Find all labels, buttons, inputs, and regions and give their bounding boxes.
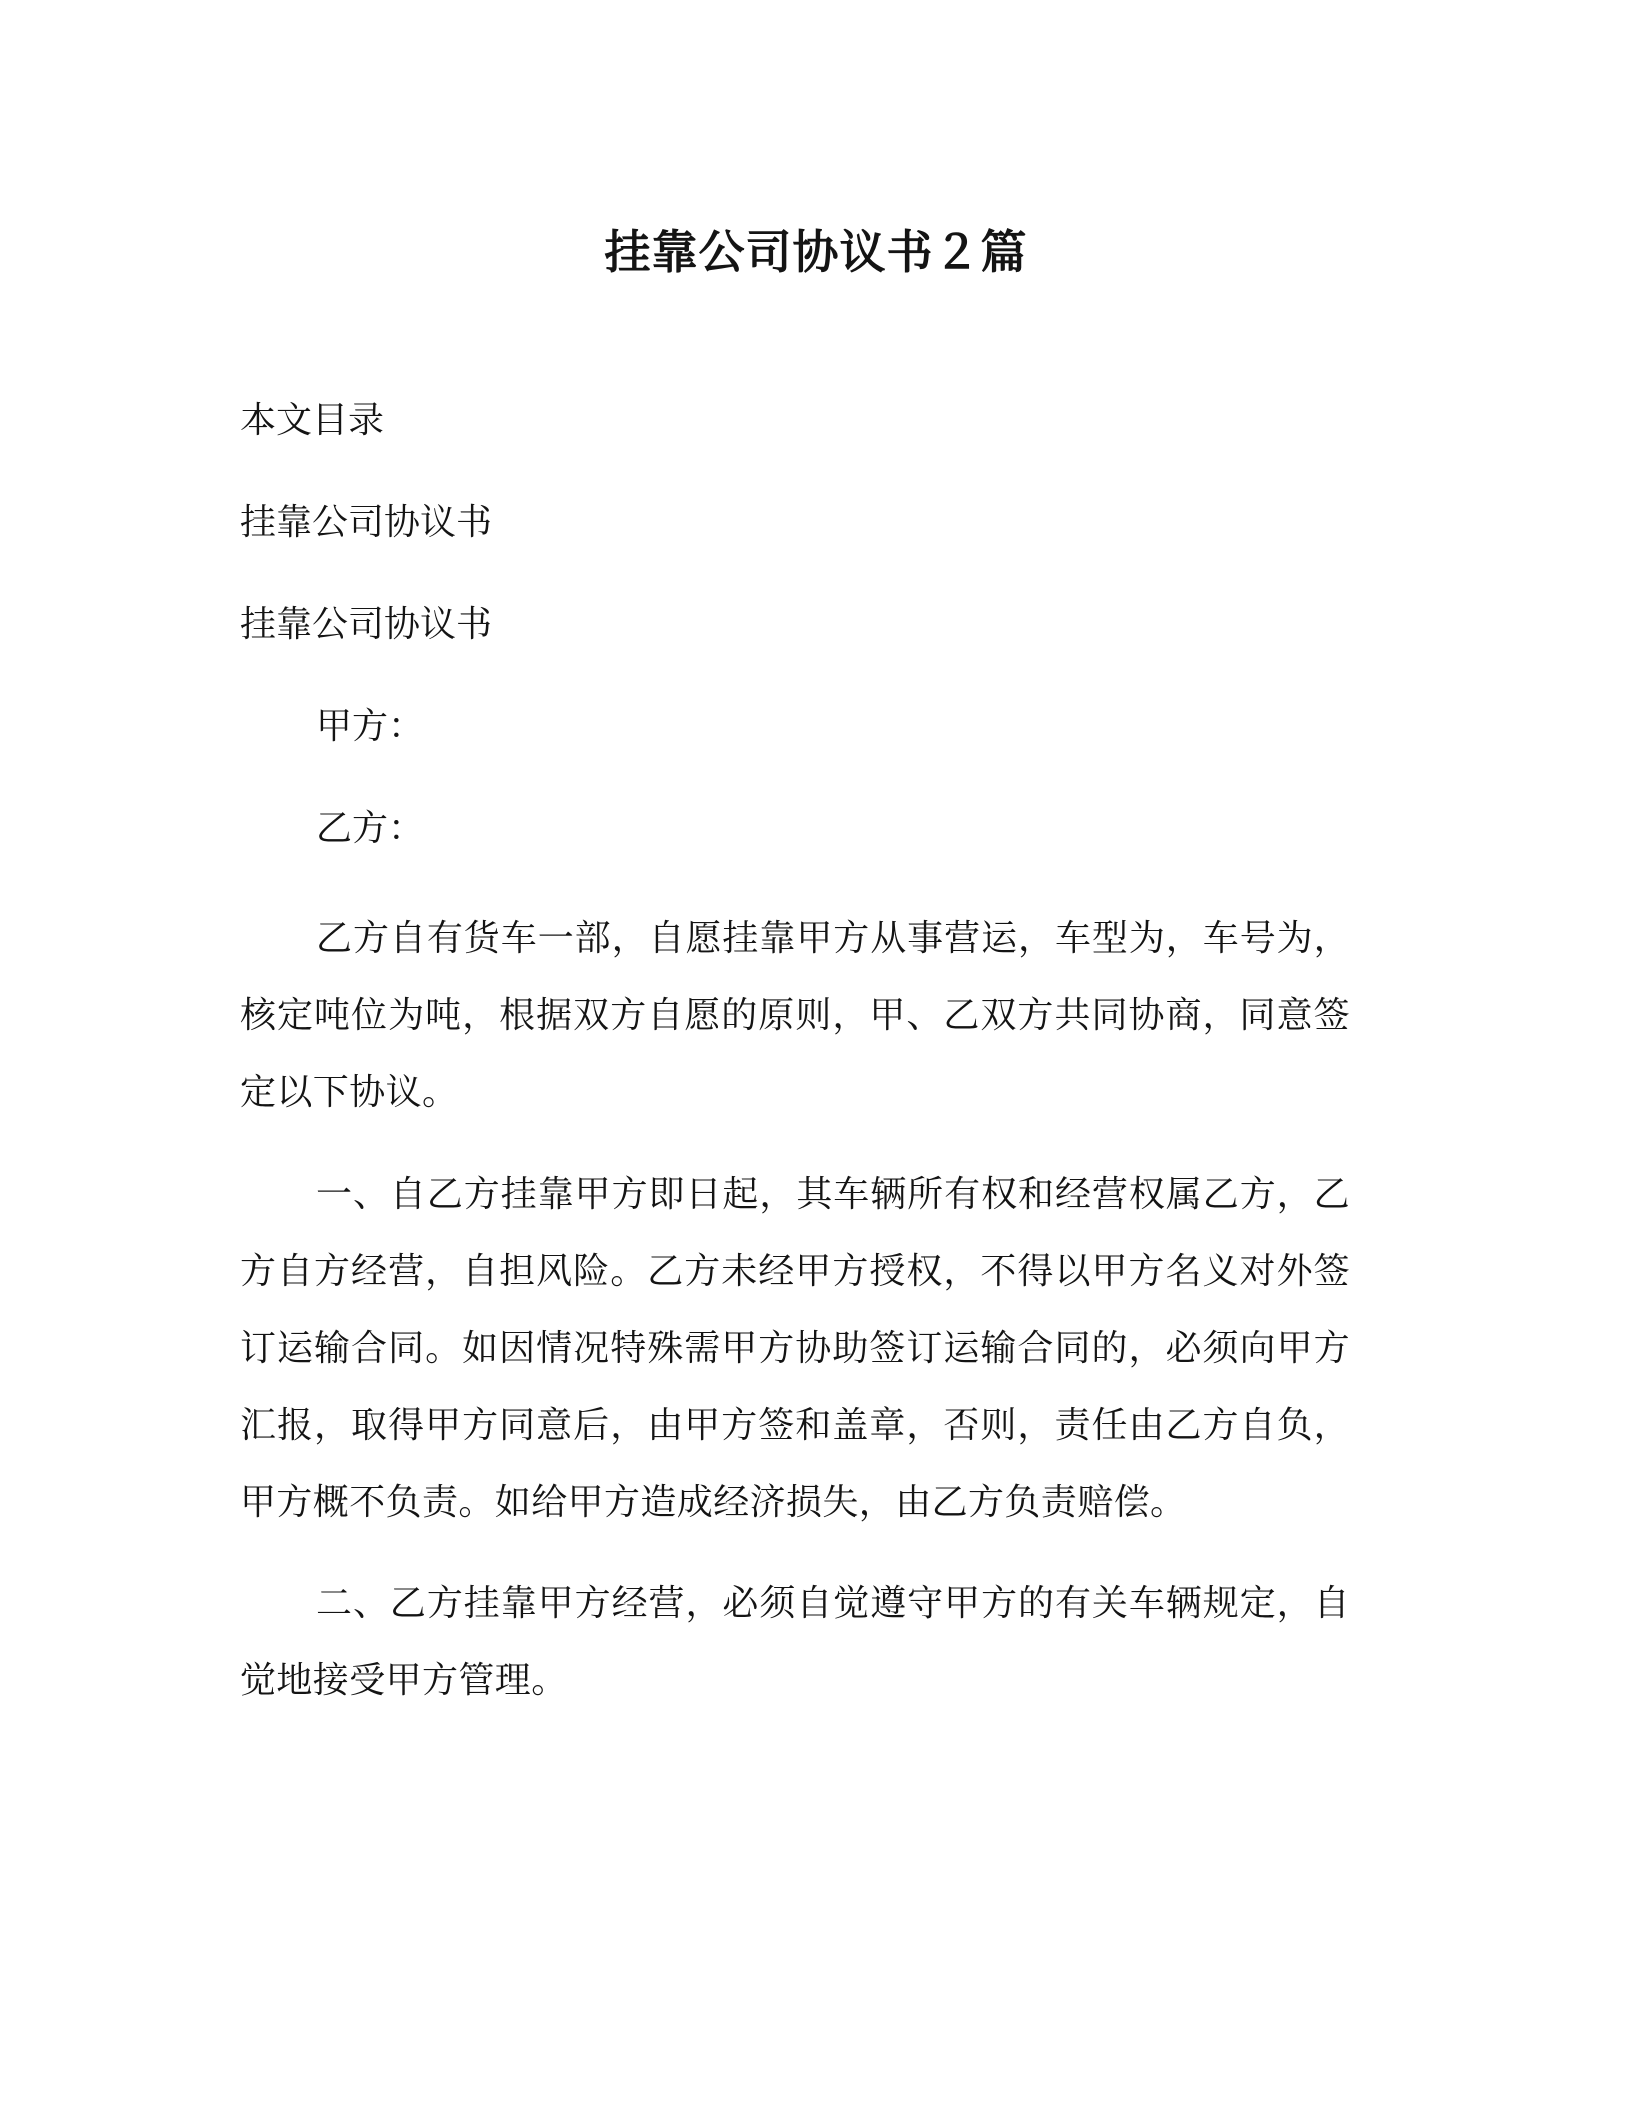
- toc-heading: 本文目录: [240, 400, 385, 441]
- toc-item[interactable]: 挂靠公司协议书: [240, 502, 493, 543]
- party-a-label: 甲方：: [316, 706, 425, 747]
- paragraph-clause-2: 二、乙方挂靠甲方经营，必须自觉遵守甲方的有关车辆规定，自觉地接受甲方管理。: [240, 1583, 1350, 1701]
- document-title: 挂靠公司协议书２篇: [604, 225, 1028, 279]
- paragraph-intro: 乙方自有货车一部，自愿挂靠甲方从事营运，车型为，车号为，核定吨位为吨，根据双方自愿的原则，甲、乙双方共同协商，同意签定以下协议。: [240, 918, 1350, 1113]
- section-title: 挂靠公司协议书: [240, 604, 493, 645]
- party-b-label: 乙方：: [316, 808, 425, 849]
- paragraph-clause-1: 一、自乙方挂靠甲方即日起，其车辆所有权和经营权属乙方，乙方自方经营，自担风险。乙方未经甲方授权，不得以甲方名义对外签订运输合同。如因情况特殊需甲方协助签订运输合同的，必须向甲方汇报，取得甲方同意后，由甲方签和盖章，否则，责任由乙方自负，甲方概不负责。如给甲方造成经济损失，由乙方负责赔偿。: [240, 1174, 1350, 1523]
